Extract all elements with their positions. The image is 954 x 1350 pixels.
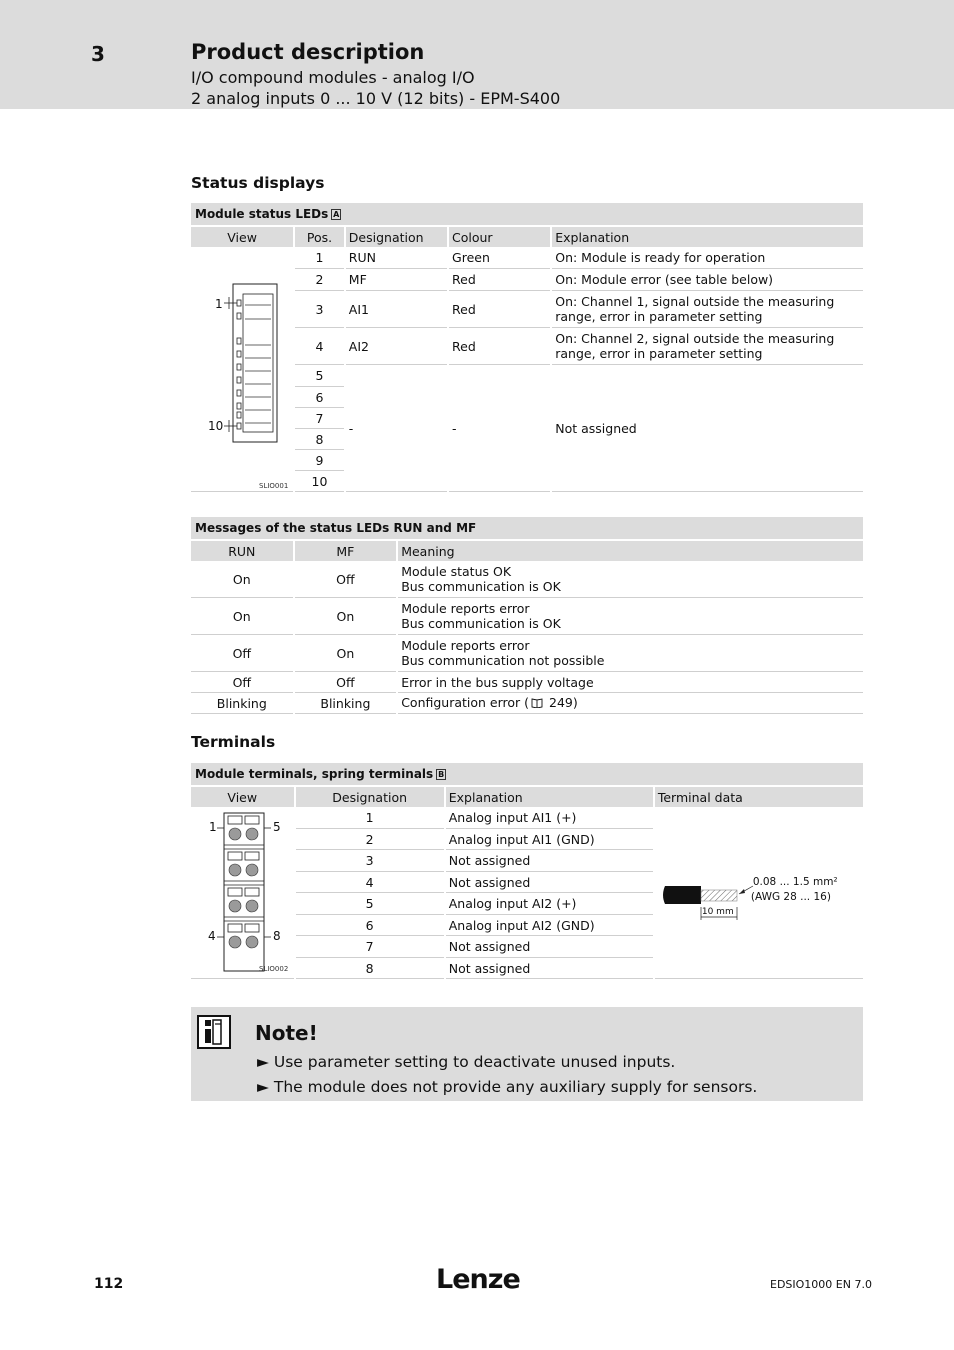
explanation-cell: Analog input AI2 (+) (446, 893, 653, 915)
terminals-heading: Terminals (191, 733, 276, 751)
designation-cell: 4 (296, 872, 444, 893)
pos-cell: 8 (295, 429, 344, 450)
pos-cell: 4 (295, 328, 344, 365)
designation-cell: 5 (296, 893, 444, 915)
info-icon (197, 1015, 231, 1049)
led-module-drawing (191, 247, 292, 491)
note-bullet-text: The module does not provide any auxiliary supply for sensors. (273, 1078, 758, 1096)
module-status-leds-caption (191, 203, 863, 225)
table-row (191, 693, 863, 714)
designation-cell: 3 (296, 850, 444, 872)
meaning-line: Module reports error (401, 638, 530, 653)
col-run: RUN (191, 541, 293, 561)
pos-cell: 7 (295, 408, 344, 429)
table-row (191, 807, 863, 829)
book-icon (531, 696, 543, 711)
figure-code: SLIO001 (259, 482, 289, 490)
explanation-cell: Not assigned (552, 365, 863, 492)
explanation-cell: Analog input AI1 (+) (446, 807, 653, 829)
explanation-cell: Not assigned (446, 936, 653, 958)
pos-cell: 5 (295, 365, 344, 387)
caption-text: Module status LEDs (195, 207, 329, 221)
terminal-data-figure (655, 807, 863, 979)
terminal-view-figure (191, 807, 294, 979)
explanation-cell: Analog input AI1 (GND) (446, 829, 653, 850)
lenze-logo: Lenze (436, 1264, 520, 1295)
mf-cell: Off (295, 672, 397, 693)
run-cell: Blinking (191, 693, 293, 714)
module-terminals-table (189, 787, 865, 979)
meaning-line: Bus communication not possible (401, 653, 605, 668)
wire-awg: (AWG 28 ... 16) (750, 891, 831, 903)
mf-cell: On (295, 598, 397, 635)
led-label-1: 1 (215, 297, 223, 311)
page-reference: 249) (545, 695, 578, 710)
explanation-cell: On: Module error (see table below) (552, 269, 863, 291)
designation-cell: AI2 (346, 328, 447, 365)
table-row (191, 561, 863, 598)
run-cell: On (191, 561, 293, 598)
meaning-cell (398, 598, 863, 635)
pos-cell: 9 (295, 450, 344, 471)
designation-cell: AI1 (346, 291, 447, 328)
meaning-line: Module status OK (401, 564, 512, 579)
meaning-line: Bus communication is OK (401, 579, 561, 594)
designation-cell: RUN (346, 247, 447, 269)
figure-code: SLIO002 (259, 965, 289, 973)
chapter-title: Product description (191, 40, 425, 64)
triangle-bullet-icon: ► (257, 1078, 274, 1096)
table-row (191, 672, 863, 693)
mf-cell: Blinking (295, 693, 397, 714)
strip-length: 10 mm (701, 907, 734, 917)
triangle-bullet-icon: ► (257, 1053, 274, 1071)
chapter-subtitle-1: I/O compound modules - analog I/O (191, 68, 475, 87)
table-row (191, 635, 863, 672)
col-designation: Designation (296, 787, 444, 807)
pos-cell: 3 (295, 291, 344, 328)
module-terminals-caption (191, 763, 863, 785)
explanation-cell: Not assigned (446, 872, 653, 893)
designation-cell: - (346, 365, 447, 492)
mf-cell: On (295, 635, 397, 672)
col-meaning: Meaning (398, 541, 863, 561)
run-cell: On (191, 598, 293, 635)
meaning-line: Bus communication is OK (401, 616, 561, 631)
mf-cell: Off (295, 561, 397, 598)
col-colour: Colour (449, 227, 550, 247)
col-designation: Designation (346, 227, 447, 247)
explanation-cell: On: Channel 1, signal outside the measuring range, error in parameter setting (552, 291, 863, 328)
chapter-subtitle-2: 2 analog inputs 0 ... 10 V (12 bits) - EPM-S400 (191, 89, 561, 108)
designation-cell: 7 (296, 936, 444, 958)
col-explanation: Explanation (552, 227, 863, 247)
designation-cell: 6 (296, 915, 444, 936)
col-pos: Pos. (295, 227, 344, 247)
col-view: View (191, 227, 293, 247)
led-view-figure (191, 247, 293, 492)
messages-table (189, 541, 865, 714)
designation-cell: 1 (296, 807, 444, 829)
meaning-cell (398, 693, 863, 714)
explanation-cell: On: Channel 2, signal outside the measuring range, error in parameter setting (552, 328, 863, 365)
explanation-cell: Not assigned (446, 850, 653, 872)
designation-cell: 2 (296, 829, 444, 850)
module-status-leds-table (189, 227, 865, 492)
messages-caption: Messages of the status LEDs RUN and MF (191, 517, 863, 539)
colour-cell: - (449, 365, 550, 492)
terminal-label-8: 8 (273, 929, 281, 943)
meaning-line: Module reports error (401, 601, 530, 616)
note-bullet-text: Use parameter setting to deactivate unused inputs. (273, 1053, 676, 1071)
pos-cell: 10 (295, 471, 344, 492)
table-row (191, 247, 863, 269)
meaning-cell: Error in the bus supply voltage (398, 672, 863, 693)
run-cell: Off (191, 672, 293, 693)
document-id: EDSIO1000 EN 7.0 (770, 1278, 872, 1291)
caption-text: Module terminals, spring terminals (195, 767, 434, 781)
col-explanation: Explanation (446, 787, 653, 807)
note-title: Note! (255, 1021, 318, 1045)
note-bullet (257, 1078, 757, 1096)
col-view: View (191, 787, 294, 807)
figure-marker-b: B (438, 770, 445, 779)
col-mf: MF (295, 541, 397, 561)
run-cell: Off (191, 635, 293, 672)
note-box (191, 1007, 863, 1101)
pos-cell: 1 (295, 247, 344, 269)
meaning-cell (398, 635, 863, 672)
page-number: 112 (94, 1276, 124, 1292)
explanation-cell: Analog input AI2 (GND) (446, 915, 653, 936)
designation-cell: 8 (296, 958, 444, 979)
colour-cell: Red (449, 269, 550, 291)
table-row (191, 598, 863, 635)
wire-cross-section: 0.08 ... 1.5 mm² (752, 876, 838, 888)
pos-cell: 2 (295, 269, 344, 291)
status-displays-heading: Status displays (191, 174, 325, 192)
chapter-number: 3 (91, 42, 105, 66)
terminal-label-5: 5 (273, 820, 281, 834)
explanation-cell: Not assigned (446, 958, 653, 979)
figure-marker-a: A (333, 210, 340, 219)
explanation-cell: On: Module is ready for operation (552, 247, 863, 269)
pos-cell: 6 (295, 387, 344, 408)
meaning-text: Configuration error ( (401, 695, 530, 710)
designation-cell: MF (346, 269, 447, 291)
led-label-10: 10 (208, 419, 224, 433)
terminal-label-1: 1 (209, 820, 217, 834)
col-terminal-data: Terminal data (655, 787, 863, 807)
colour-cell: Red (449, 291, 550, 328)
colour-cell: Red (449, 328, 550, 365)
terminal-label-4: 4 (208, 929, 216, 943)
chapter-header (0, 0, 954, 109)
meaning-cell (398, 561, 863, 598)
colour-cell: Green (449, 247, 550, 269)
note-bullet (257, 1053, 675, 1071)
